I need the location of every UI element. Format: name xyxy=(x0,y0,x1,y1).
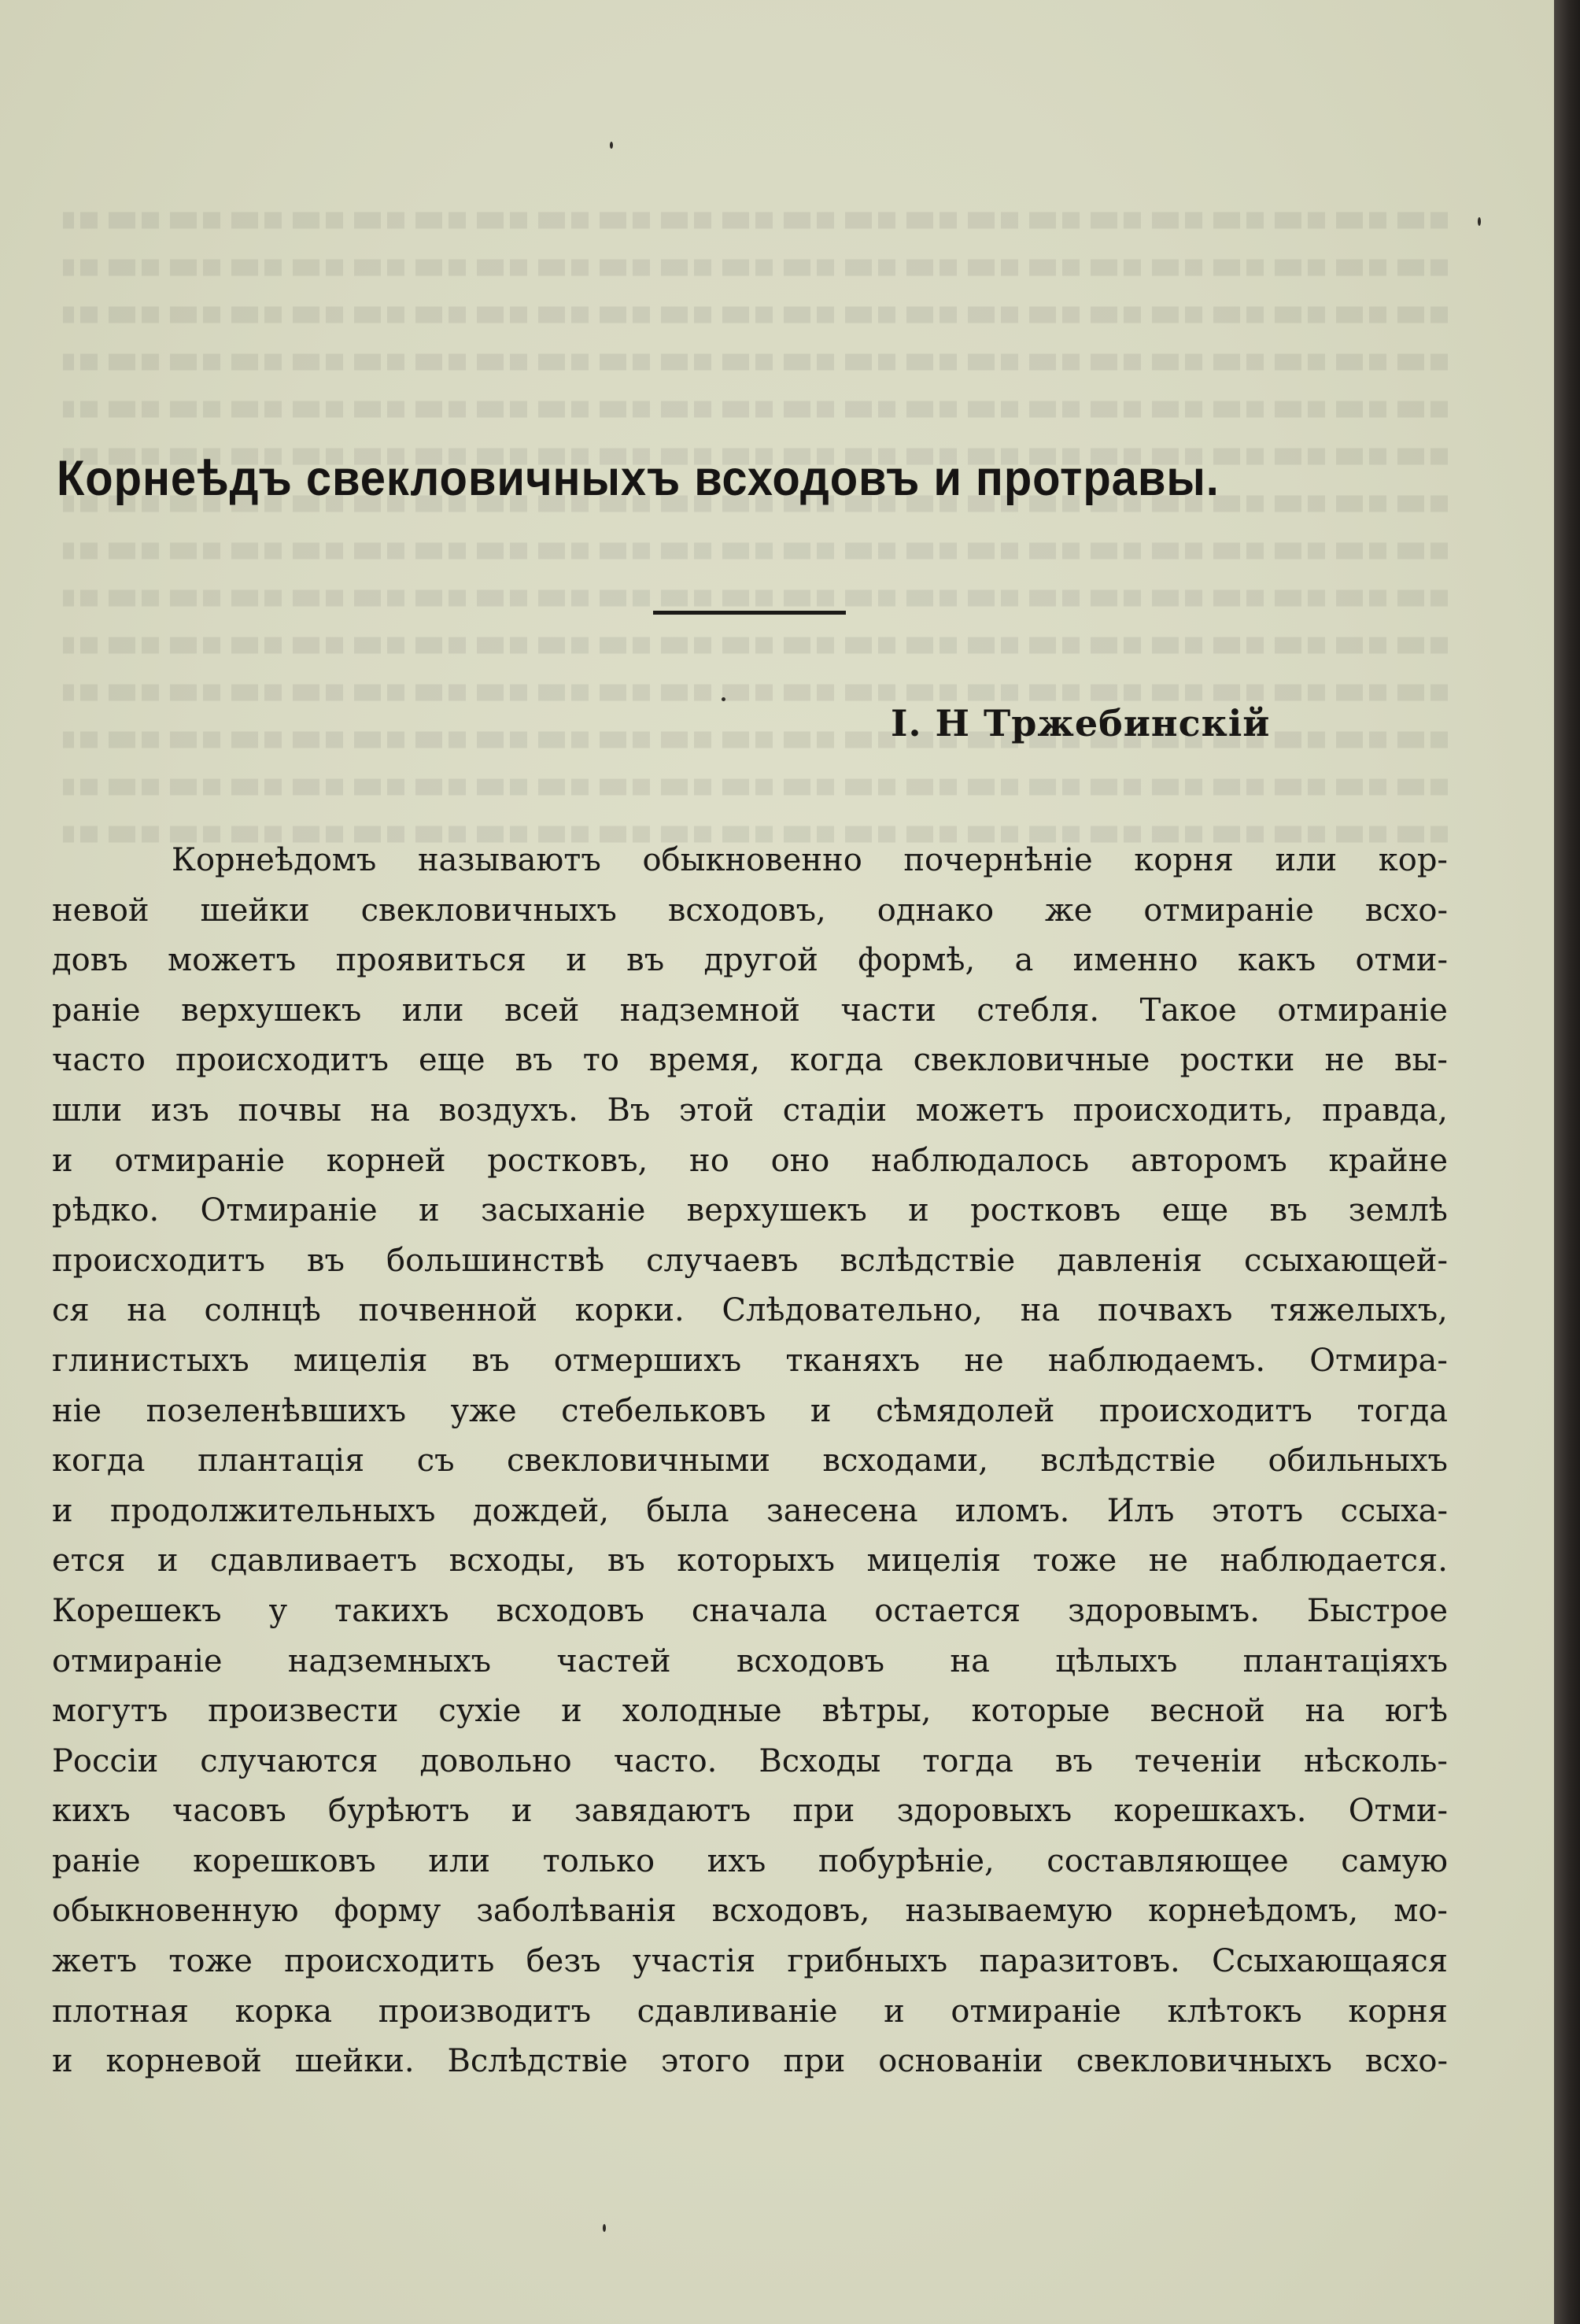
body-line: Корешекъ у такихъ всходовъ сначала остается здоровымъ. Быстрое xyxy=(52,1592,1448,1629)
dust-speck xyxy=(1478,217,1481,226)
body-line: ется и сдавливаетъ всходы, въ которыхъ мицелія тоже не наблюдается. xyxy=(52,1543,1448,1580)
body-line: могутъ произвести сухіе и холодные вѣтры, которые весной на югѣ xyxy=(52,1693,1448,1730)
dust-speck xyxy=(722,697,725,701)
body-line: и продолжительныхъ дождей, была занесена иломъ. Илъ этотъ ссыха- xyxy=(52,1492,1448,1529)
body-line: происходитъ въ большинствѣ случаевъ вслѣдствіе давленія ссыхающей- xyxy=(52,1242,1448,1279)
body-line: Корнеѣдомъ называютъ обыкновенно почернѣніе корня или кор- xyxy=(172,842,1448,878)
article-body xyxy=(52,836,1448,2087)
body-line: обыкновенную форму заболѣванія всходовъ, называемую корнеѣдомъ, мо- xyxy=(52,1893,1448,1930)
body-line: ніе позеленѣвшихъ уже стебельковъ и сѣмядолей происходитъ тогда xyxy=(52,1392,1448,1429)
body-line: невой шейки свекловичныхъ всходовъ, однако же отмираніе всхо- xyxy=(52,892,1448,929)
body-line: раніе корешковъ или только ихъ побурѣніе, составляющее самую xyxy=(52,1842,1448,1879)
body-line: глинистыхъ мицелія въ отмершихъ тканяхъ не наблюдаемъ. Отмира- xyxy=(52,1342,1448,1379)
article-title: Корнеѣдъ свекловичныхъ всходовъ и протравы. xyxy=(57,451,1220,506)
body-line: раніе верхушекъ или всей надземной части стебля. Такое отмираніе xyxy=(52,992,1448,1029)
dust-speck xyxy=(603,2224,606,2232)
scan-edge-shadow xyxy=(1554,0,1580,2324)
body-line: рѣдко. Отмираніе и засыханіе верхушекъ и ростковъ еще въ землѣ xyxy=(52,1192,1448,1229)
body-line: жетъ тоже происходить безъ участія грибныхъ паразитовъ. Ссыхающаяся xyxy=(52,1943,1448,1980)
body-line: и отмираніе корней ростковъ, но оно наблюдалось авторомъ крайне xyxy=(52,1142,1448,1179)
body-line: часто происходитъ еще въ то время, когда свекловичные ростки не вы- xyxy=(52,1042,1448,1079)
body-line: отмираніе надземныхъ частей всходовъ на цѣлыхъ плантаціяхъ xyxy=(52,1642,1448,1679)
dust-speck xyxy=(610,142,613,149)
author-name: I. Н Тржебинскій xyxy=(891,702,1271,744)
body-line: довъ можетъ проявиться и въ другой формѣ, а именно какъ отми- xyxy=(52,942,1448,979)
body-line: когда плантація съ свекловичными всходами, вслѣдствіе обильныхъ xyxy=(52,1443,1448,1480)
body-line: Россіи случаются довольно часто. Всходы тогда въ теченіи нѣсколь- xyxy=(52,1742,1448,1779)
body-line: ся на солнцѣ почвенной корки. Слѣдовательно, на почвахъ тяжелыхъ, xyxy=(52,1292,1448,1329)
body-line: плотная корка производитъ сдавливаніе и отмираніе клѣтокъ корня xyxy=(52,1993,1448,2030)
body-line: кихъ часовъ бурѣютъ и завядаютъ при здоровыхъ корешкахъ. Отми- xyxy=(52,1793,1448,1830)
bleed-through-text xyxy=(63,197,1448,905)
title-divider xyxy=(653,611,846,615)
body-line: шли изъ почвы на воздухъ. Въ этой стадіи можетъ происходить, правда, xyxy=(52,1092,1448,1129)
body-line: и корневой шейки. Вслѣдствіе этого при основаніи свекловичныхъ всхо- xyxy=(52,2043,1448,2080)
